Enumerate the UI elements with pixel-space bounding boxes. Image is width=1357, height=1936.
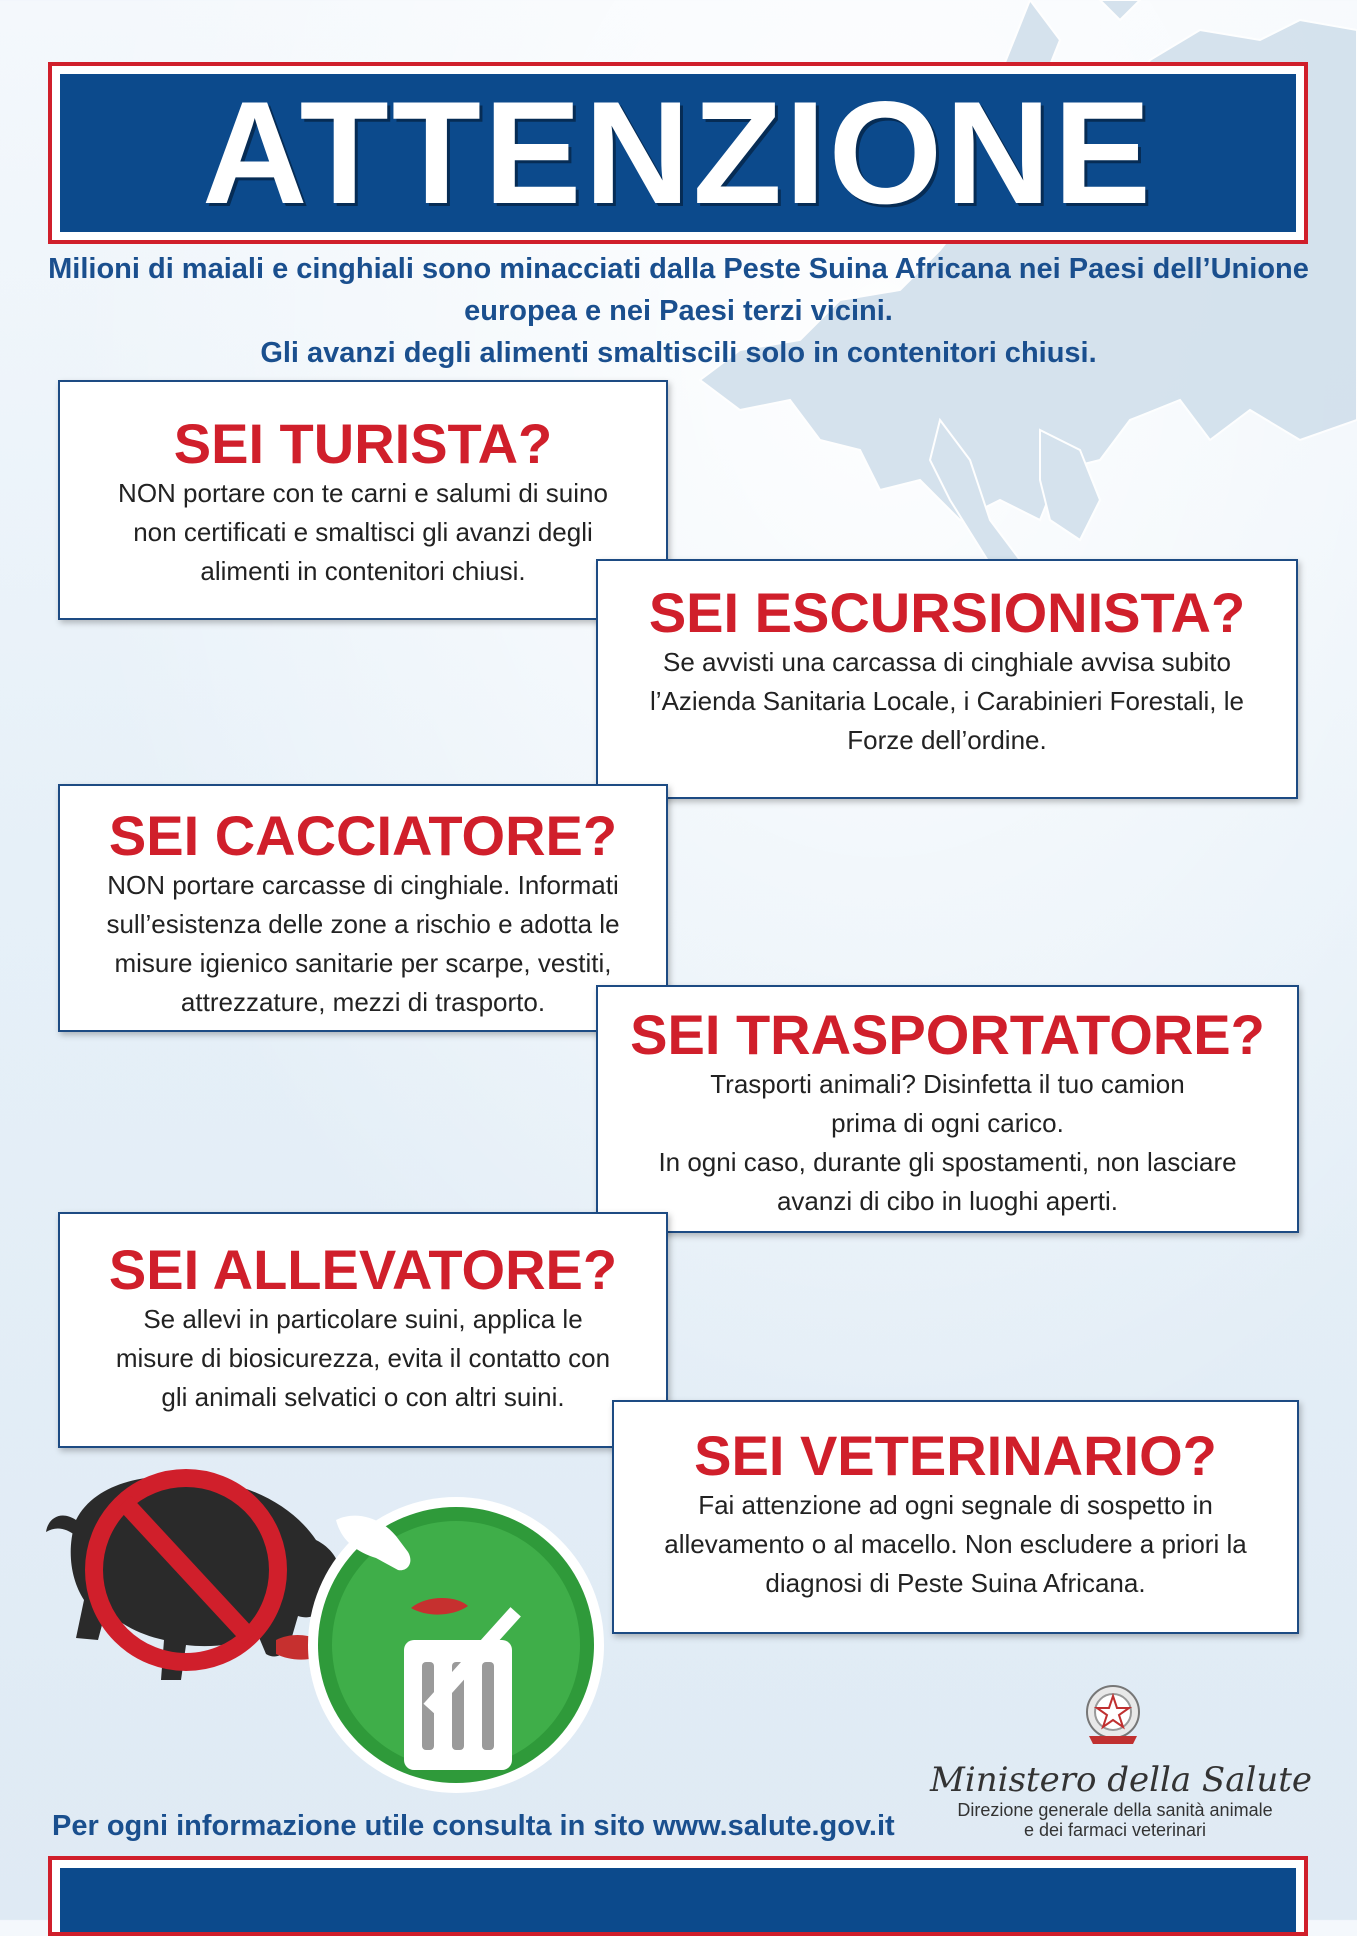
card-title: SEI VETERINARIO? bbox=[694, 1424, 1217, 1487]
card-title: SEI ALLEVATORE? bbox=[108, 1238, 618, 1301]
intro-line: Milioni di maiali e cinghiali sono minacciati dalla Peste Suina Africana nei Paesi dell’Unione bbox=[48, 253, 1309, 285]
card-line: In ogni caso, durante gli spostamenti, non lasciare bbox=[658, 1147, 1237, 1177]
card-body bbox=[614, 1486, 1297, 1603]
card-body bbox=[598, 1065, 1297, 1221]
card-line: gli animali selvatici o con altri suini. bbox=[161, 1382, 565, 1412]
card-cacciatore bbox=[58, 784, 668, 1032]
card-line: NON portare con te carni e salumi di suino bbox=[118, 478, 608, 508]
no-wild-boar-icon bbox=[46, 1476, 340, 1680]
trash-bin-icon bbox=[308, 1497, 604, 1793]
card-line: prima di ogni carico. bbox=[831, 1108, 1064, 1138]
card-line: Se allevi in particolare suini, applica le bbox=[143, 1304, 583, 1334]
card-title: SEI CACCIATORE? bbox=[108, 804, 618, 867]
intro-line: europea e nei Paesi terzi vicini. bbox=[464, 295, 893, 327]
card-line: diagnosi di Peste Suina Africana. bbox=[765, 1568, 1146, 1598]
card-title: SEI TRASPORTATORE? bbox=[630, 1003, 1265, 1066]
card-body bbox=[60, 1300, 666, 1417]
card-line: NON portare carcasse di cinghiale. Informati bbox=[107, 870, 619, 900]
card-trasportatore bbox=[596, 985, 1299, 1233]
card-line: non certificati e smaltisci gli avanzi degli bbox=[133, 517, 593, 547]
header-banner-inner bbox=[60, 71, 1296, 234]
card-line: Trasporti animali? Disinfetta il tuo camion bbox=[710, 1069, 1185, 1099]
ministry-name: Ministero della Salute bbox=[930, 1760, 1313, 1800]
header-banner bbox=[48, 62, 1308, 244]
card-line: attrezzature, mezzi di trasporto. bbox=[180, 987, 546, 1017]
card-line: avanzi di cibo in luoghi aperti. bbox=[776, 1186, 1119, 1216]
bottom-banner-inner bbox=[60, 1868, 1296, 1932]
card-line: misure di biosicurezza, evita il contatto con bbox=[115, 1343, 611, 1373]
card-body bbox=[60, 866, 666, 1022]
card-line: alimenti in contenitori chiusi. bbox=[200, 556, 526, 586]
card-allevatore bbox=[58, 1212, 668, 1448]
card-line: Forze dell’ordine. bbox=[847, 725, 1047, 755]
card-line: l’Azienda Sanitaria Locale, i Carabinieri Forestali, le bbox=[650, 686, 1244, 716]
card-line: Fai attenzione ad ogni segnale di sospetto in bbox=[698, 1490, 1213, 1520]
illustrations bbox=[36, 1440, 666, 1800]
ministry-sub-line: Direzione generale della sanità animale bbox=[957, 1800, 1273, 1820]
intro-text bbox=[30, 248, 1327, 374]
card-line: misure igienico sanitarie per scarpe, vestiti, bbox=[114, 948, 612, 978]
card-veterinario bbox=[612, 1400, 1299, 1634]
italian-emblem-icon bbox=[1081, 1680, 1145, 1752]
ministry-department bbox=[930, 1800, 1300, 1840]
card-body bbox=[60, 474, 666, 591]
card-body bbox=[598, 643, 1296, 760]
ministry-logo bbox=[930, 1680, 1330, 1840]
card-line: Se avvisti una carcassa di cinghiale avvisa subito bbox=[663, 647, 1231, 677]
card-title: SEI TURISTA? bbox=[173, 412, 553, 475]
card-turista bbox=[58, 380, 668, 620]
card-escursionista bbox=[596, 559, 1298, 799]
footer-info-text: Per ogni informazione utile consulta in sito www.salute.gov.it bbox=[52, 1810, 895, 1842]
card-title: SEI ESCURSIONISTA? bbox=[648, 581, 1246, 644]
card-line: allevamento o al macello. Non escludere a priori la bbox=[664, 1529, 1247, 1559]
card-line: sull’esistenza delle zone a rischio e adotta le bbox=[106, 909, 620, 939]
ministry-sub-line: e dei farmaci veterinari bbox=[1023, 1820, 1207, 1840]
bottom-banner bbox=[48, 1856, 1308, 1936]
page-title: ATTENZIONE bbox=[202, 71, 1154, 234]
intro-line: Gli avanzi degli alimenti smaltiscili solo in contenitori chiusi. bbox=[260, 337, 1097, 369]
